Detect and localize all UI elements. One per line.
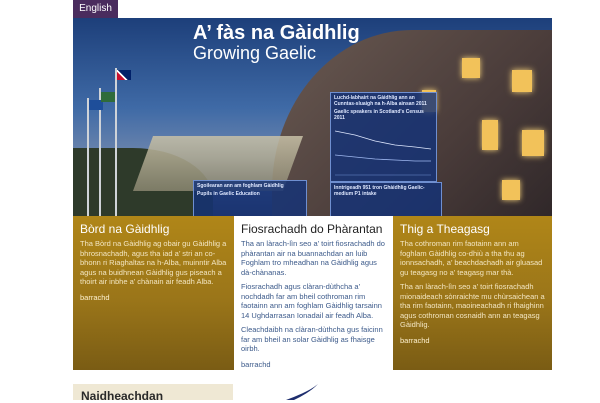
census-chart-title-english: Gaelic speakers in Scotland's Census 2011 [334,109,424,121]
banner-title-english: Growing Gaelic [193,43,317,63]
window-light [522,130,544,156]
column-paragraph: Tha cothroman rim faotainn ann am foghlam Gàidhlig co-dhiù a tha thu ag ionnsachadh, a’ beachdachadh air gluasad gu teagasg no a’ teagasg mar thà. [400,239,543,277]
census-chart-graphic [335,125,431,177]
window-light [512,70,532,92]
flag-icon [117,70,131,80]
flag-pole [115,68,117,218]
flag-icon [101,92,115,102]
census-chart-title-gaelic: Luchd-labhairt na Gàidhlig ann an Cunntas-sluaigh na h-Alba ainsan 2011 [334,95,427,107]
pupils-chart-title-gaelic: Sgoilearan ann am foghlam Gàidhlig [197,183,284,189]
hero-banner [73,18,552,218]
intake-chart-panel [330,182,442,218]
window-light [482,120,498,150]
column-heading[interactable]: Bòrd na Gàidhlig [80,222,170,236]
column-paragraph: Cleachdaibh na clàran-dùthcha gus faicinn far am bheil an solar Gàidhlig as fhaisge oirbh. [241,325,383,353]
more-link[interactable]: barrachd [241,359,271,369]
intake-chart-title: Inntrigeadh 951 tron Ghàidhlig Gaelic-medium P1 intake [334,185,425,197]
column-paragraph: Tha an làrach-lìn seo a’ toirt fiosrachadh mionaideach sònraichte mu chùrsaichean a tha rim faotainn, maoineachadh ri fhaighinn agus cothroman cosnaidh ann an teagasg Gàidhlig. [400,282,545,329]
banner-title-gaelic: A’ fàs na Gàidhlig [193,22,360,44]
census-chart-panel [330,92,437,182]
language-link-english[interactable]: English [73,0,118,18]
news-section [73,384,233,403]
column-bord-na-gaidhlig [73,216,234,370]
column-thig-a-theagasg [393,216,552,370]
column-heading[interactable]: Fiosrachadh do Phàrantan [241,222,383,236]
column-fiosrachadh-do-pharantan [234,216,393,370]
news-heading: Naidheachdan [81,389,164,403]
window-light [462,58,480,78]
flag-pole [87,98,89,218]
swoosh-logo-icon [284,384,324,400]
window-light [502,180,520,200]
column-paragraph: Fiosrachadh agus clàran-dùthcha a’ nochdadh far am bheil cothroman rim faotainn ann am foghlam Gàidhlig tarsainn 14 Ughdarrasan Ionadail air feadh Alba. [241,282,382,320]
more-link[interactable]: barrachd [80,292,110,302]
more-link[interactable]: barrachd [400,335,430,345]
pupils-chart-title-english: Pupils in Gaelic Education [197,191,260,197]
pupils-chart-panel [193,180,307,218]
column-heading[interactable]: Thig a Theagasg [400,222,490,236]
column-paragraph: Tha Bòrd na Gàidhlig ag obair gu Gàidhlig a bhrosnachadh, agus tha iad a’ stri an co-bhonn ri Riaghaltas na h-Alba, muinntir Alba agus na buidhnean Gàidhlig gus piseach a thoirt air inbhe a’ chànain air feadh Alba. [80,239,227,286]
column-paragraph: Tha an làrach-lìn seo a’ toirt fiosrachadh do phàrantan air na buannachdan an luib Foghlam tro mheadhan na Gàidhlig agus dà-chànanas. [241,239,385,277]
